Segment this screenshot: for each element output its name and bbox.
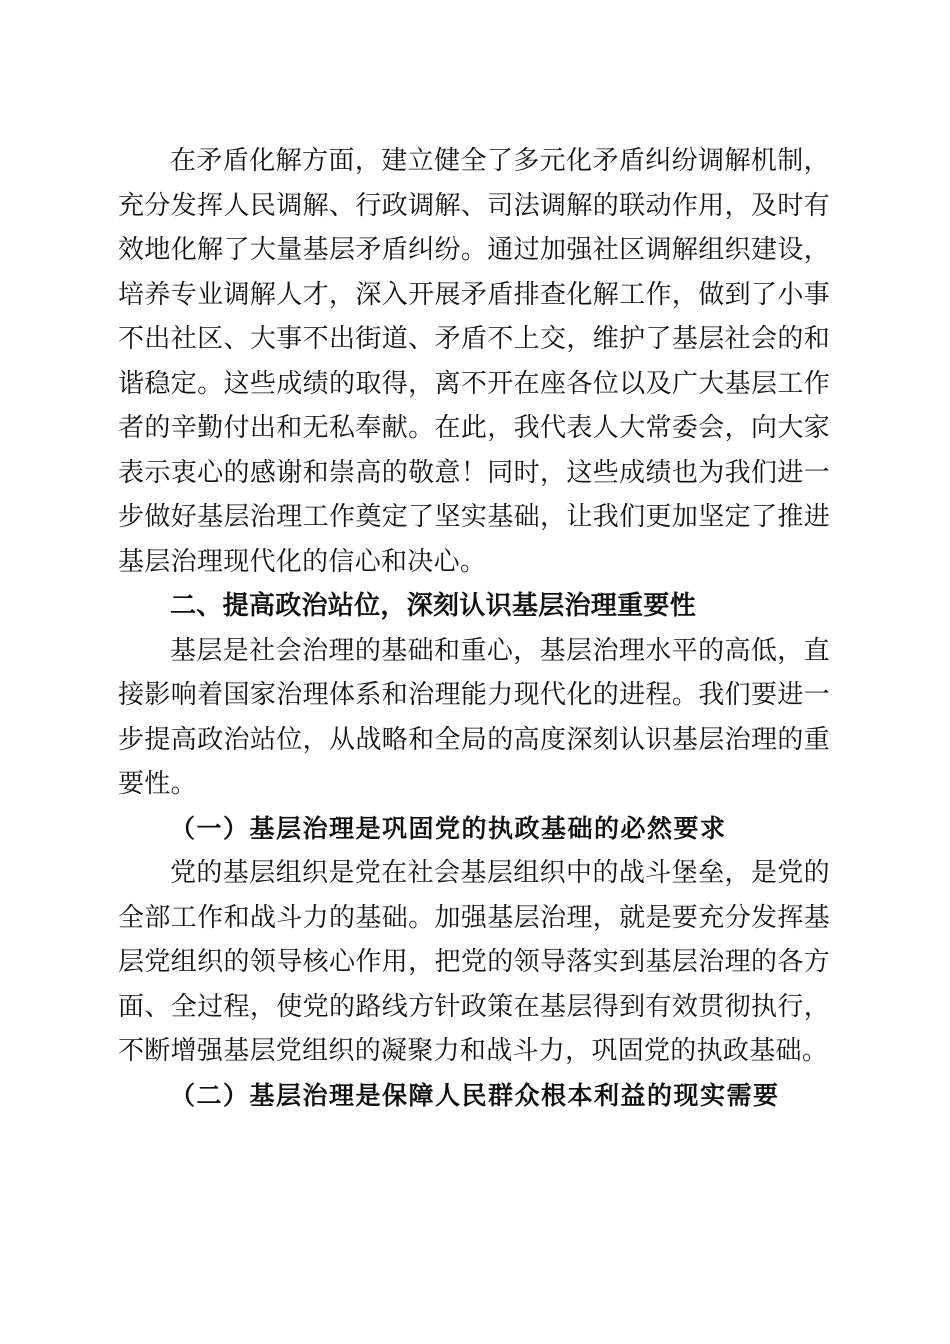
section-heading-political-stance: 二、提高政治站位，深刻认识基层治理重要性	[170, 591, 697, 621]
paragraph-conflict-resolution: 在矛盾化解方面，建立健全了多元化矛盾纠纷调解机制，充分发挥人民调解、行政调解、司法调解的联动作用，及时有效地化解了大量基层矛盾纠纷。通过加强社区调解组织建设，培养专业调解人才，深入开展矛盾排查化解工作，做到了小事不出社区、大事不出街道、矛盾不上交，维护了基层社会的和谐稳定。这些成绩的取得，离不开在座各位以及广大基层工作者的辛勤付出和无私奉献。在此，我代表人大常委会，向大家表示衷心的感谢和崇高的敬意！同时，这些成绩也为我们进一步做好基层治理工作奠定了坚实基础，让我们更加坚定了推进基层治理现代化的信心和决心。	[118, 146, 830, 577]
paragraph-party-organization: 党的基层组织是党在社会基层组织中的战斗堡垒，是党的全部工作和战斗力的基础。加强基层治理，就是要充分发挥基层党组织的领导核心作用，把党的领导落实到基层治理的各方面、全过程，使党的路线方针政策在基层得到有效贯彻执行，不断增强基层党组织的凝聚力和战斗力，巩固党的执政基础。	[118, 858, 830, 1066]
document-body	[118, 139, 830, 1118]
paragraph-grassroots-foundation: 基层是社会治理的基础和重心，基层治理水平的高低，直接影响着国家治理体系和治理能力现代化的进程。我们要进一步提高政治站位，从战略和全局的高度深刻认识基层治理的重要性。	[118, 635, 830, 799]
subheading-party-foundation: （一）基层治理是巩固党的执政基础的必然要求	[170, 813, 727, 843]
subheading-people-interests: （二）基层治理是保障人民群众根本利益的现实需要	[170, 1080, 780, 1110]
